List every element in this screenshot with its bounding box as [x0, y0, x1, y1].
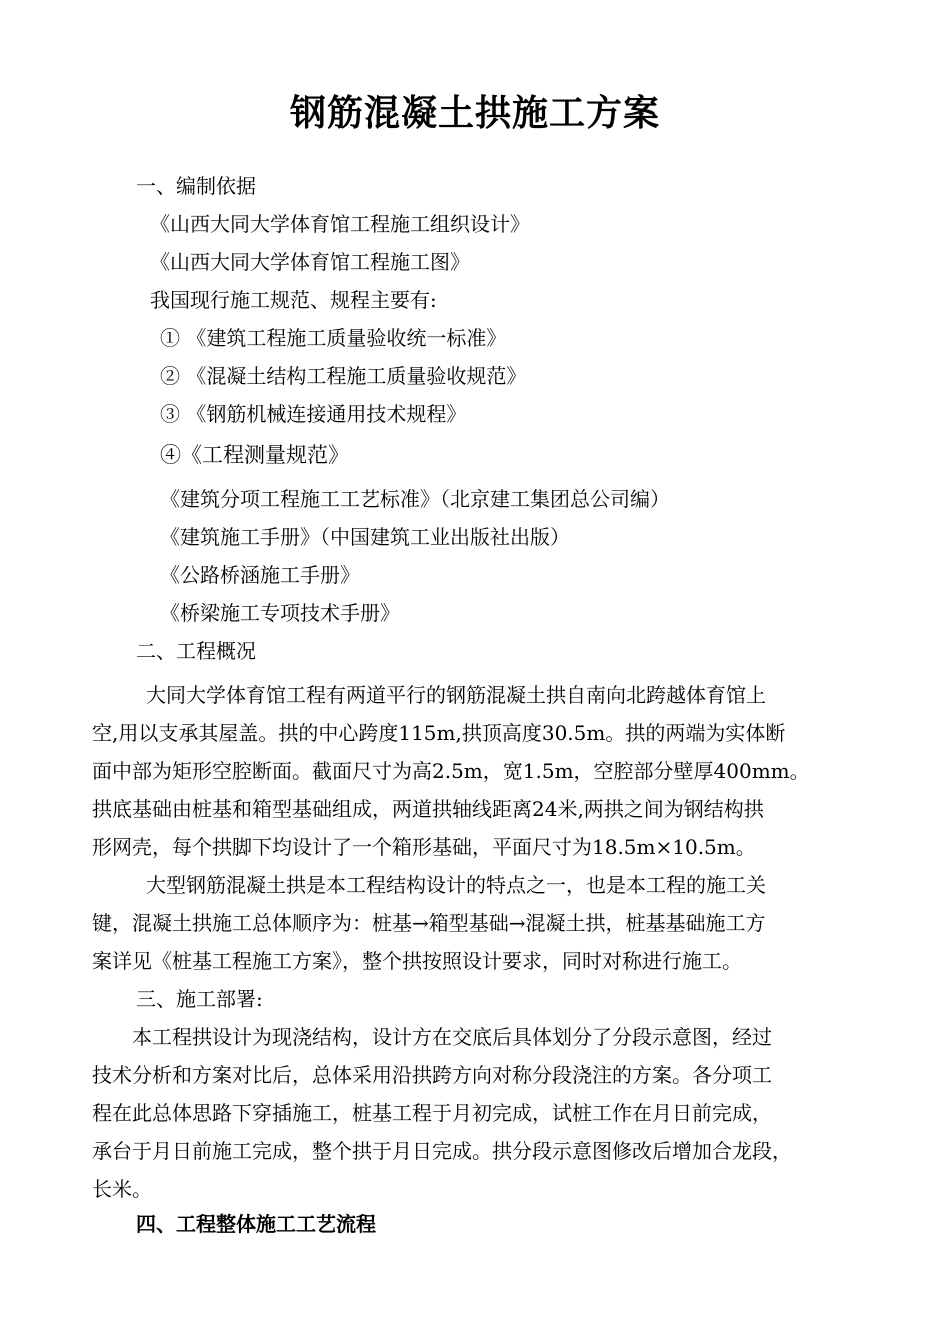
- paragraph-line: 面中部为矩形空腔断面。截面尺寸为高2.5m，宽1.5m，空腔部分壁厚400mm。: [92, 759, 810, 783]
- reference-item: 《公路桥涵施工手册》: [160, 563, 360, 587]
- paragraph-line: 本工程拱设计为现浇结构，设计方在交底后具体划分了分段示意图，经过: [132, 1025, 772, 1049]
- paragraph-line: 形网壳，每个拱脚下均设计了一个箱形基础，平面尺寸为18.5m×10.5m。: [92, 835, 756, 859]
- page-title: 钢筋混凝土拱施工方案: [289, 92, 660, 134]
- reference-item: ① 《建筑工程施工质量验收统一标准》: [160, 326, 507, 350]
- paragraph-line: 大同大学体育馆工程有两道平行的钢筋混凝土拱自南向北跨越体育馆上: [146, 683, 766, 707]
- overview-paragraph-2: [92, 866, 862, 980]
- reference-item: ③ 《钢筋机械连接通用技术规程》: [160, 402, 467, 426]
- reference-item: 《建筑施工手册》（中国建筑工业出版社出版）: [160, 525, 570, 549]
- paragraph-line: 案详见《桩基工程施工方案》，整个拱按照设计要求，同时对称进行施工。: [92, 949, 742, 973]
- reference-item: 《建筑分项工程施工工艺标准》（北京建工集团总公司编）: [160, 487, 670, 511]
- reference-item: 我国现行施工规范、规程主要有:: [150, 288, 437, 312]
- section-heading-overview: 二、工程概况: [136, 639, 256, 663]
- reference-item: 《山西大同大学体育馆工程施工组织设计》: [150, 212, 530, 236]
- paragraph-line: 大型钢筋混凝土拱是本工程结构设计的特点之一，也是本工程的施工关: [146, 873, 766, 897]
- reference-item: 《山西大同大学体育馆工程施工图》: [150, 250, 470, 274]
- section-heading-deployment: 三、施工部署:: [136, 987, 263, 1011]
- paragraph-line: 长米。: [92, 1177, 152, 1201]
- reference-item: 《桥梁施工专项技术手册》: [160, 601, 400, 625]
- deployment-paragraph: [92, 1018, 862, 1208]
- paragraph-line: 拱底基础由桩基和箱型基础组成，两道拱轴线距离24米,两拱之间为钢结构拱: [92, 797, 764, 821]
- paragraph-line: 程在此总体思路下穿插施工，桩基工程于月初完成，试桩工作在月日前完成，: [92, 1101, 772, 1125]
- paragraph-line: 技术分析和方案对比后，总体采用沿拱跨方向对称分段浇注的方案。各分项工: [92, 1063, 772, 1087]
- paragraph-line: 空,用以支承其屋盖。拱的中心跨度115m,拱顶高度30.5m。拱的两端为实体断: [92, 721, 786, 745]
- reference-item: ② 《混凝土结构工程施工质量验收规范》: [160, 364, 527, 388]
- paragraph-line: 承台于月日前施工完成，整个拱于月日完成。拱分段示意图修改后增加合龙段，: [92, 1139, 792, 1163]
- reference-item: ④《工程测量规范》: [160, 443, 349, 467]
- paragraph-line: 键，混凝土拱施工总体顺序为：桩基→箱型基础→混凝土拱，桩基基础施工方: [92, 911, 766, 935]
- section-heading-basis: 一、编制依据: [136, 174, 256, 198]
- overview-paragraph-1: [92, 676, 862, 866]
- section-heading-process-flow: 四、工程整体施工工艺流程: [136, 1212, 376, 1236]
